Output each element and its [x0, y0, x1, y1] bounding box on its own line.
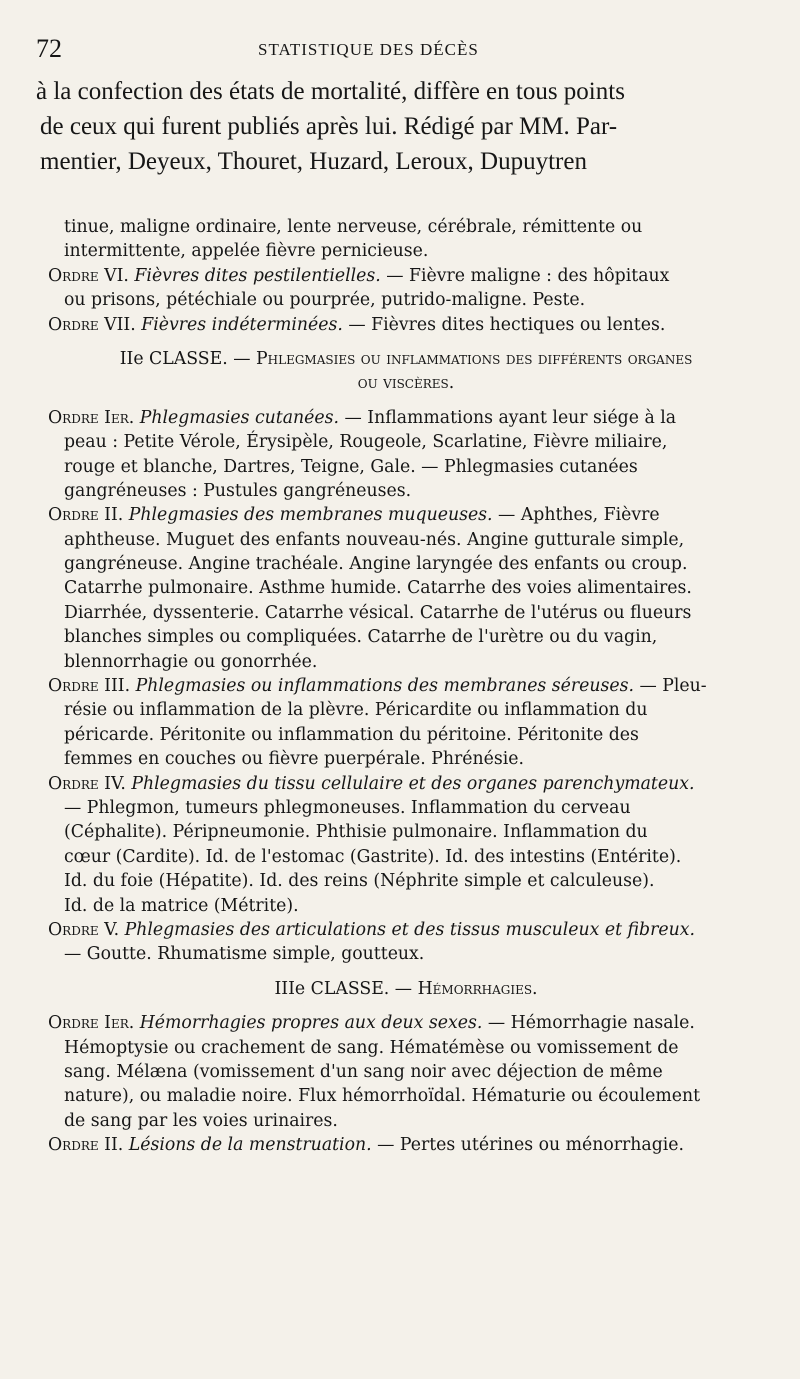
- text-line: Id. du foie (Hépatite). Id. des reins (Néphrite simple et calculeuse).: [64, 871, 655, 892]
- ordre-title: Phlegmasies du tissu cellulaire et des organes parenchymateux.: [131, 773, 695, 794]
- text-line: gangréneuse. Angine trachéale. Angine laryngée des enfants ou croup.: [64, 554, 688, 575]
- text-line: femmes en couches ou fièvre puerpérale. Phrénésie.: [64, 749, 524, 770]
- classe-iii-ordre-ii: [48, 1133, 764, 1157]
- text-line: — Goutte. Rhumatisme simple, goutteux.: [64, 944, 425, 965]
- text-line: blennorrhagie ou gonorrhée.: [64, 651, 318, 672]
- ordre-title: Lésions de la menstruation.: [128, 1135, 372, 1156]
- text-line: tinue, maligne ordinaire, lente nerveuse, cérébrale, rémittente ou: [64, 217, 643, 237]
- ordre-title: Phlegmasies des articulations et des tissus musculeux et fibreux.: [124, 919, 695, 940]
- page-number: 72: [36, 34, 62, 63]
- classe-ii-heading: [48, 347, 764, 371]
- classe-iii-heading: [48, 977, 764, 1001]
- ordre-label: Ordre VI.: [48, 265, 129, 286]
- ordre-label: Ordre Ier.: [48, 407, 135, 428]
- ordre-label: Ordre III.: [48, 676, 131, 697]
- ordre-title: Hémorrhagies propres aux deux sexes.: [139, 1013, 483, 1034]
- text-line: blanches simples ou compliquées. Catarrhe de l'urètre ou du vagin,: [64, 627, 658, 648]
- text-line: péricarde. Péritonite ou inflammation du péritoine. Péritonite des: [64, 724, 639, 745]
- intro-line: mentier, Deyeux, Thouret, Huzard, Leroux, Dupuytren: [40, 148, 587, 175]
- ordre-text: — Inflammations ayant leur siége à la: [338, 407, 677, 428]
- text-line: ou prisons, pétéchiale ou pourprée, putrido-maligne. Peste.: [64, 290, 586, 311]
- page-header: [36, 30, 764, 70]
- classe-title: — Hémorrhagies.: [389, 978, 538, 999]
- text-line: cœur (Cardite). Id. de l'estomac (Gastrite). Id. des intestins (Entérite).: [64, 846, 682, 867]
- ordre-title: Fièvres dites pestilentielles.: [134, 265, 381, 286]
- text-line: nature), ou maladie noire. Flux hémorrhoïdal. Hématurie ou écoulement: [64, 1086, 701, 1107]
- text-line: peau : Petite Vérole, Érysipèle, Rougeole, Scarlatine, Fièvre miliaire,: [64, 432, 668, 453]
- classe-title-cont: ou viscères.: [357, 373, 455, 394]
- intro-paragraph: [36, 74, 758, 179]
- ordre-text: — Hémorrhagie nasale.: [482, 1013, 695, 1034]
- classe-ii-ordre-i: [48, 406, 764, 430]
- text-line: — Phlegmon, tumeurs phlegmoneuses. Inflammation du cerveau: [64, 797, 631, 818]
- text-line: rouge et blanche, Dartres, Teigne, Gale. — Phlegmasies cutanées: [64, 456, 638, 477]
- ordre-text: — Pleu-: [633, 676, 707, 697]
- ordre-label: Ordre II.: [48, 1135, 124, 1156]
- ordre-text: — Fièvre maligne : des hôpitaux: [380, 265, 670, 286]
- ordre-label: Ordre VII.: [48, 314, 136, 335]
- text-line: Catarrhe pulmonaire. Asthme humide. Catarrhe des voies alimentaires.: [64, 578, 692, 599]
- classe-label: IIe CLASSE.: [119, 348, 228, 369]
- classe-label: IIIe CLASSE.: [274, 978, 390, 999]
- text-line: résie ou inflammation de la plèvre. Péricardite ou inflammation du: [64, 700, 648, 721]
- classe-ii-ordre-v: [48, 918, 764, 942]
- text-line: Id. de la matrice (Métrite).: [64, 895, 299, 916]
- classe-iii-ordre-i: [48, 1011, 764, 1035]
- text-line: gangréneuses : Pustules gangréneuses.: [64, 480, 412, 501]
- ordre-text: — Pertes utérines ou ménorrhagie.: [371, 1135, 685, 1156]
- classification-list: [48, 215, 764, 1157]
- classe-ii-ordre-ii: [48, 503, 764, 527]
- ordre-title: Phlegmasies des membranes muqueuses.: [128, 505, 493, 526]
- text-line: intermittente, appelée fièvre pernicieuse.: [64, 241, 429, 262]
- ordre-label: Ordre Ier.: [48, 1013, 135, 1034]
- ordre-label: Ordre V.: [48, 919, 120, 940]
- running-title: STATISTIQUE DES DÉCÈS: [258, 40, 479, 59]
- text-line: Diarrhée, dyssenterie. Catarrhe vésical. Catarrhe de l'utérus ou flueurs: [64, 602, 692, 623]
- ordre-text: — Fièvres dites hectiques ou lentes.: [342, 314, 666, 335]
- text-line: de sang par les voies urinaires.: [64, 1110, 338, 1131]
- text-line: aphtheuse. Muguet des enfants nouveau-nés. Angine gutturale simple,: [64, 529, 685, 550]
- ordre-title: Fièvres indéterminées.: [141, 314, 343, 335]
- ordre-vii: [48, 313, 764, 337]
- ordre-label: Ordre II.: [48, 505, 124, 526]
- ordre-label: Ordre IV.: [48, 773, 126, 794]
- ordre-vi: [48, 264, 764, 288]
- intro-line: de ceux qui furent publiés après lui. Rédigé par MM. Par-: [40, 113, 618, 140]
- classe-title: — Phlegmasies ou inflammations des différents organes: [227, 348, 693, 369]
- text-line: Hémoptysie ou crachement de sang. Hématémèse ou vomissement de: [64, 1037, 679, 1058]
- text-line: (Céphalite). Péripneumonie. Phthisie pulmonaire. Inflammation du: [64, 822, 648, 843]
- intro-line: à la confection des états de mortalité, diffère en tous points: [36, 78, 625, 105]
- classe-ii-ordre-iii: [48, 674, 764, 698]
- ordre-title: Phlegmasies ou inflammations des membranes séreuses.: [135, 676, 634, 697]
- ordre-text: — Aphthes, Fièvre: [492, 505, 660, 526]
- text-line: sang. Mélæna (vomissement d'un sang noir avec déjection de même: [64, 1061, 663, 1082]
- ordre-title: Phlegmasies cutanées.: [139, 407, 339, 428]
- classe-ii-ordre-iv: [48, 772, 764, 796]
